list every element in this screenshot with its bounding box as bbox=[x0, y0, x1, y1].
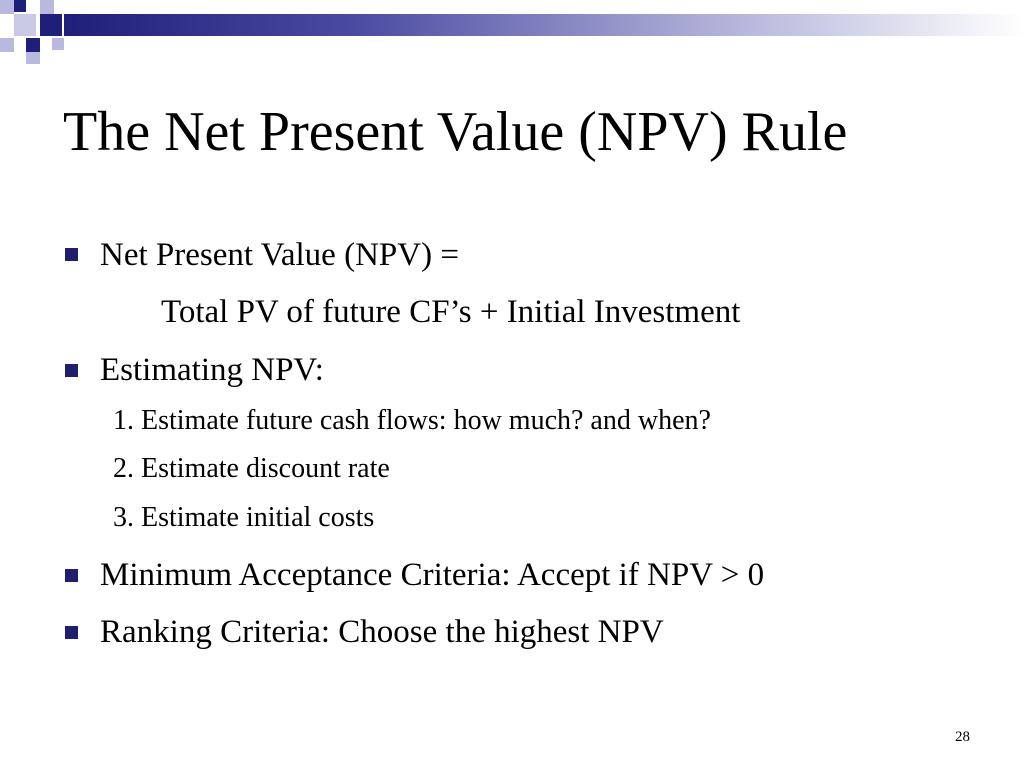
sub-item-number: 2. bbox=[113, 453, 134, 484]
bullet-square-icon bbox=[65, 248, 78, 261]
slide-title: The Net Present Value (NPV) Rule bbox=[63, 101, 848, 163]
sub-item bbox=[113, 452, 390, 486]
bullet-item: Net Present Value (NPV) = bbox=[100, 237, 459, 273]
bullet-square-icon bbox=[65, 364, 78, 377]
page-number: 28 bbox=[955, 729, 970, 745]
sub-item-text: Estimate future cash flows: how much? and when? bbox=[141, 405, 711, 436]
bullet-continuation: Total PV of future CF’s + Initial Investment bbox=[161, 294, 741, 330]
sub-item-number: 1. bbox=[113, 405, 134, 436]
bullet-square-icon bbox=[65, 626, 78, 639]
bullet-square-icon bbox=[65, 569, 78, 582]
bullet-item: Minimum Acceptance Criteria: Accept if NPV > 0 bbox=[100, 557, 765, 593]
sub-item bbox=[113, 501, 374, 535]
sub-item-number: 3. bbox=[113, 502, 134, 533]
bullet-item: Estimating NPV: bbox=[100, 352, 324, 388]
bullet-item: Ranking Criteria: Choose the highest NPV bbox=[100, 614, 664, 650]
sub-item-text: Estimate initial costs bbox=[141, 502, 375, 533]
sub-item-text: Estimate discount rate bbox=[141, 453, 390, 484]
sub-item bbox=[113, 404, 711, 438]
